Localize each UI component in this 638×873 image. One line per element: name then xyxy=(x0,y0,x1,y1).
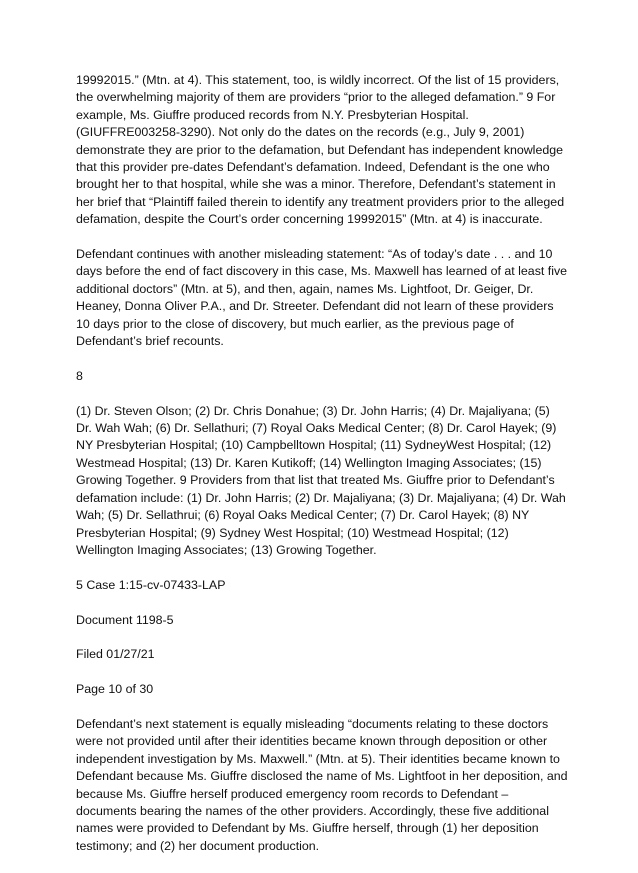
paragraph-misleading-statement: Defendant continues with another misleading statement: “As of today’s date . . . and 10 days before the end of fact discovery in this case, Ms. Maxwell has learned of at least five additional doctors” (Mtn. at 5), and then, again, names Ms. Lightfoot, Dr. Geiger, Dr. Heaney, Donna Oliver P.A., and Dr. Streeter. Defendant did not learn of these providers 10 days prior to the close of discovery, but much earlier, as the previous page of Defendant’s brief recounts. xyxy=(76,247,568,349)
paragraph-next-statement: Defendant’s next statement is equally misleading “documents relating to these doctors were not provided until after their identities became known through deposition or other independent investigation by Ms. Maxwell.” (Mtn. at 5). Their identities became known to Defendant because Ms. Giuffre disclosed the name of Ms. Lightfoot in her deposition, and because Ms. Giuffre herself produced emergency room records to Defendant – documents bearing the names of the other providers. Accordingly, these five additional names were provided to Defendant by Ms. Giuffre herself, through (1) her deposition testimony; and (2) her document production. xyxy=(76,716,568,853)
case-number-line: 5 Case 1:15-cv-07433-LAP xyxy=(76,577,226,592)
page-number-line: Page 10 of 30 xyxy=(76,682,154,697)
filed-date-line: Filed 01/27/21 xyxy=(76,647,155,662)
document-page xyxy=(76,72,568,873)
document-number-line: Document 1198-5 xyxy=(76,612,174,627)
paragraph-providers-list-statement: 19992015.” (Mtn. at 4). This statement, too, is wildly incorrect. Of the list of 15 providers, the overwhelming majority of them are providers “prior to the alleged defamation.” 9 For example, Ms. Giuffre produced records from N.Y. Presbyterian Hospital. (GIUFFRE003258-3290). Not only do the dates on the records (e.g., July 9, 2001) demonstrate they are prior to the defamation, but Defendant has independent knowledge that this provider pre-dates Defendant’s defamation. Indeed, Defendant is the one who brought her to that hospital, while she was a minor. Therefore, Defendant’s statement in her brief that “Plaintiff failed therein to identify any treatment providers prior to the alleged defamation, despite the Court’s order concerning 19992015” (Mtn. at 4) is inaccurate. xyxy=(76,73,565,227)
footnote-number: 8 xyxy=(76,368,83,383)
footnote-provider-list: (1) Dr. Steven Olson; (2) Dr. Chris Donahue; (3) Dr. John Harris; (4) Dr. Majaliyana; (5) Dr. Wah Wah; (6) Dr. Sellathuri; (7) Royal Oaks Medical Center; (8) Dr. Carol Hayek; (9) NY Presbyterian Hospital; (10) Campbelltown Hospital; (11) SydneyWest Hospital; (12) Westmead Hospital; (13) Dr. Karen Kutikoff; (14) Wellington Imaging Associates; (15) Growing Together. 9 Providers from that list that treated Ms. Giuffre prior to Defendant’s defamation include: (1) Dr. John Harris; (2) Dr. Majaliyana; (3) Dr. Majaliyana; (4) Dr. Wah Wah; (5) Dr. Sellathrui; (6) Royal Oaks Medical Center; (7) Dr. Carol Hayek; (8) NY Presbyterian Hospital; (9) Sydney West Hospital; (10) Westmead Hospital; (12) Wellington Imaging Associates; (13) Growing Together. xyxy=(76,403,566,557)
